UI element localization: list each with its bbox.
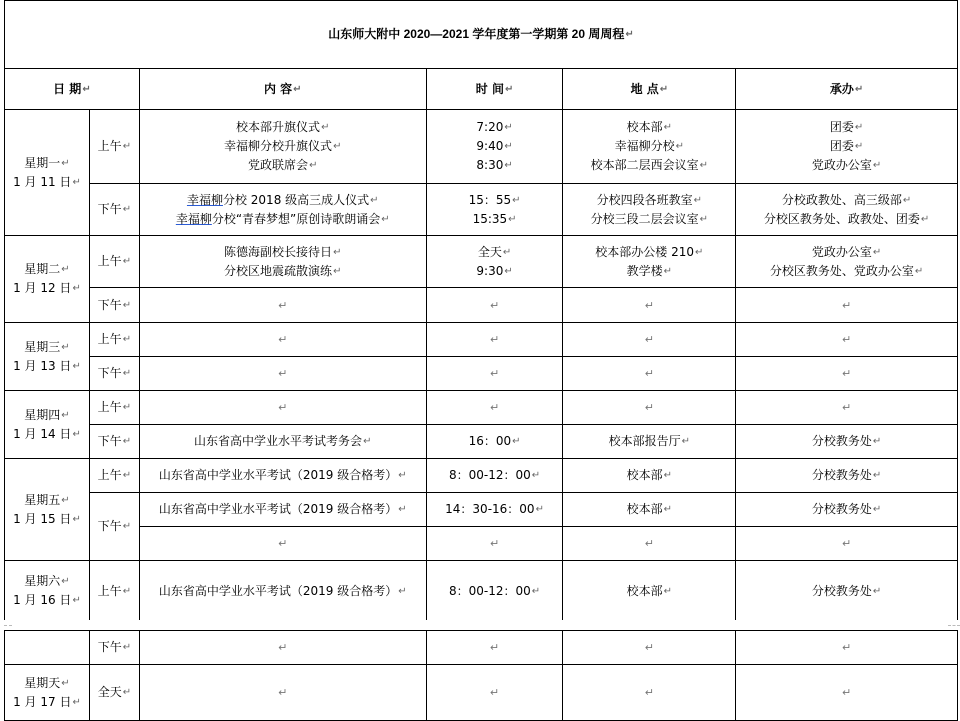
schedule-table-continued (4, 630, 958, 721)
table-row (5, 184, 958, 236)
content-cell: 幸福柳分校 2018 级高三成人仪式↵ 幸福柳分校“青春梦想”原创诗歌朗诵会↵ (139, 184, 426, 236)
content-cell: 校本部升旗仪式↵ 幸福柳分校升旗仪式↵ 党政联席会↵ (139, 110, 426, 184)
place-cell: 校本部↵ 幸福柳分校↵ 校本部二层西会议室↵ (563, 110, 736, 184)
empty-cell: ↵ (139, 323, 426, 357)
table-row (5, 357, 958, 391)
empty-cell: ↵ (139, 288, 426, 323)
period-pm: 下午↵ (89, 357, 139, 391)
table-row (5, 527, 958, 561)
organizer-cell: 分校教务处↵ (736, 459, 958, 493)
table-row (5, 425, 958, 459)
time-cell: 7:20↵ 9:40↵ 8:30↵ (426, 110, 563, 184)
day-cell-wed: 星期三↵ 1 月 13 日↵ (5, 323, 90, 391)
empty-cell: ↵ (139, 391, 426, 425)
period-am: 上午↵ (89, 561, 139, 622)
empty-cell: ↵ (139, 527, 426, 561)
empty-cell: ↵ (139, 631, 426, 665)
content-cell: 山东省高中学业水平考试（2019 级合格考）↵ (139, 493, 426, 527)
table-row (5, 665, 958, 721)
content-cell: 山东省高中学业水平考试（2019 级合格考）↵ (139, 459, 426, 493)
schedule-title: 山东师大附中 2020—2021 学年度第一学期第 20 周周程↵ (5, 1, 958, 69)
day-cell-fri: 星期五↵ 1 月 15 日↵ (5, 459, 90, 561)
empty-cell: ↵ (426, 631, 563, 665)
place-cell: 分校四段各班教室↵ 分校三段二层会议室↵ (563, 184, 736, 236)
table-row (5, 561, 958, 622)
content-cell: 山东省高中学业水平考试考务会↵ (139, 425, 426, 459)
content-cell: 陈德海副校长接待日↵ 分校区地震疏散演练↵ (139, 236, 426, 288)
header-place: 地 点↵ (563, 69, 736, 110)
empty-cell: ↵ (563, 288, 736, 323)
place-cell: 校本部↵ (563, 493, 736, 527)
header-row (5, 69, 958, 110)
time-cell: 15：55↵ 15:35↵ (426, 184, 563, 236)
period-pm: 下午↵ (89, 493, 139, 561)
table-row (5, 323, 958, 357)
empty-cell: ↵ (736, 357, 958, 391)
page-break-mark-left (4, 625, 12, 626)
empty-cell: ↵ (563, 357, 736, 391)
empty-cell: ↵ (736, 631, 958, 665)
organizer-cell: 团委↵ 团委↵ 党政办公室↵ (736, 110, 958, 184)
place-cell: 校本部↵ (563, 561, 736, 622)
empty-cell: ↵ (563, 631, 736, 665)
empty-cell: ↵ (563, 391, 736, 425)
organizer-cell: 分校教务处↵ (736, 561, 958, 622)
period-am: 上午↵ (89, 236, 139, 288)
header-date: 日 期↵ (5, 69, 140, 110)
header-time: 时 间↵ (426, 69, 563, 110)
day-cell-tue: 星期二↵ 1 月 12 日↵ (5, 236, 90, 323)
page-break-gap (4, 620, 960, 630)
place-cell: 校本部↵ (563, 459, 736, 493)
empty-cell: ↵ (426, 323, 563, 357)
time-cell: 14：30-16：00↵ (426, 493, 563, 527)
day-cell-thu: 星期四↵ 1 月 14 日↵ (5, 391, 90, 459)
empty-cell: ↵ (736, 391, 958, 425)
place-cell: 校本部报告厅↵ (563, 425, 736, 459)
table-row (5, 493, 958, 527)
day-cell-sun: 星期天↵ 1 月 17 日↵ (5, 665, 90, 721)
period-am: 上午↵ (89, 459, 139, 493)
table-row (5, 459, 958, 493)
period-am: 上午↵ (89, 110, 139, 184)
schedule-table (4, 0, 958, 622)
empty-cell: ↵ (563, 527, 736, 561)
time-cell: 全天↵ 9:30↵ (426, 236, 563, 288)
table-row (5, 288, 958, 323)
period-am: 上午↵ (89, 323, 139, 357)
empty-cell: ↵ (736, 323, 958, 357)
period-pm: 下午↵ (89, 631, 139, 665)
empty-cell: ↵ (426, 665, 563, 721)
header-content: 内 容↵ (139, 69, 426, 110)
table-row (5, 631, 958, 665)
empty-cell: ↵ (139, 665, 426, 721)
empty-cell: ↵ (736, 527, 958, 561)
period-all-day: 全天↵ (89, 665, 139, 721)
period-pm: 下午↵ (89, 184, 139, 236)
period-pm: 下午↵ (89, 425, 139, 459)
day-cell-sat: 星期六↵ 1 月 16 日↵ (5, 561, 90, 622)
header-organizer: 承办↵ (736, 69, 958, 110)
organizer-cell: 分校教务处↵ (736, 493, 958, 527)
day-cell-mon: 星期一↵ 1 月 11 日↵ (5, 110, 90, 236)
time-cell: 8：00-12：00↵ (426, 561, 563, 622)
table-row (5, 236, 958, 288)
empty-cell: ↵ (736, 288, 958, 323)
period-am: 上午↵ (89, 391, 139, 425)
place-cell: 校本部办公楼 210↵ 教学楼↵ (563, 236, 736, 288)
empty-cell: ↵ (563, 665, 736, 721)
empty-cell: ↵ (426, 527, 563, 561)
organizer-cell: 分校政教处、高三级部↵ 分校区教务处、政教处、团委↵ (736, 184, 958, 236)
empty-cell: ↵ (563, 323, 736, 357)
schedule-document (4, 0, 958, 719)
time-cell: 16：00↵ (426, 425, 563, 459)
day-cell-sat-cont (5, 631, 90, 665)
content-cell: 山东省高中学业水平考试（2019 级合格考）↵ (139, 561, 426, 622)
period-pm: 下午↵ (89, 288, 139, 323)
empty-cell: ↵ (139, 357, 426, 391)
table-row (5, 110, 958, 184)
empty-cell: ↵ (426, 391, 563, 425)
empty-cell: ↵ (426, 357, 563, 391)
organizer-cell: 党政办公室↵ 分校区教务处、党政办公室↵ (736, 236, 958, 288)
empty-cell: ↵ (426, 288, 563, 323)
table-row (5, 391, 958, 425)
page-break-mark-right (948, 625, 960, 626)
empty-cell: ↵ (736, 665, 958, 721)
organizer-cell: 分校教务处↵ (736, 425, 958, 459)
time-cell: 8：00-12：00↵ (426, 459, 563, 493)
